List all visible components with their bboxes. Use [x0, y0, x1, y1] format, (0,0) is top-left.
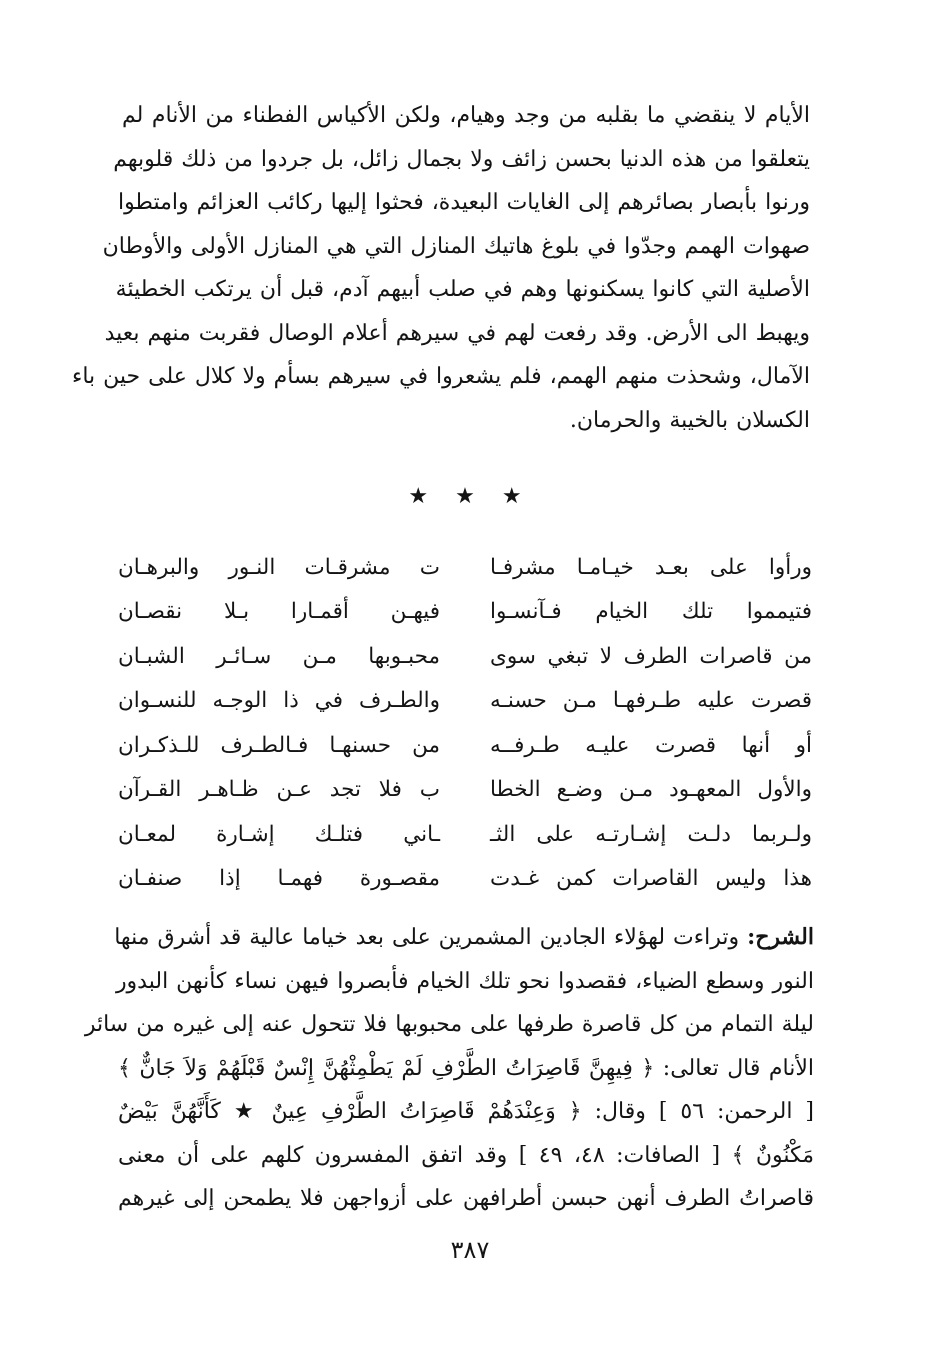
- first-hemistich: قصرت عليه طـرفهـا مـن حسنـه: [490, 688, 812, 714]
- verse-row: [118, 679, 812, 724]
- paragraph-line: الأصلية التي كانوا يسكنونها وهم في صلب أبيهم آدم، قبل أن يرتكب الخطيئة: [115, 277, 810, 302]
- first-hemistich: أو أنها قصرت عليـه طـرفــه: [490, 732, 812, 758]
- verse-row: [118, 723, 812, 768]
- paragraph-line: الكسلان بالخيبة والحرمان.: [569, 407, 810, 433]
- commentary-line: [ الرحمن: ٥٦ ] وقال: ﴿ وَعِنْدَهُمْ قَاصِرَاتُ الطَّرْفِ عِينٌ ★ كَأَنَّهُنَّ بَيْضٌ: [118, 1099, 814, 1124]
- first-hemistich: هذا وليس القاصرات كمن غـدت: [490, 866, 812, 892]
- commentary-text: وتراءت لهؤلاء الجادين المشمرين على بعد خياما عالية قد أشرق منها: [114, 925, 740, 950]
- commentary-paragraph: [84, 916, 814, 1221]
- second-hemistich: مقصـورة فهمـا إذا صنفـان: [118, 866, 440, 892]
- second-hemistich: من حسنهـا فـالطـرف للـذكـران: [118, 732, 440, 758]
- page-number: ٣٨٧: [450, 1236, 490, 1264]
- paragraph-line: يتعلقوا من هذه الدنيا بحسن زائف ولا بجمال زائل، بل جردوا من ذلك قلوبهم: [113, 146, 810, 172]
- first-hemistich: ولـربما دلـت إشـارتـه على الثـ: [490, 821, 812, 847]
- second-hemistich: ت مشرقـات النـور والبرهـان: [118, 554, 440, 580]
- first-hemistich: من قاصرات الطرف لا تبغي سوى: [490, 643, 812, 669]
- commentary-line: قاصراتُ الطرف أنهن حبسن أطرافهن على أزواجهن فلا يطمحن إلى غيرهم: [118, 1186, 814, 1211]
- paragraph-line: الأيام لا ينقضي ما بقلبه من وجد وهيام، ولكن الأكياس الفطناء من الأنام لم: [122, 103, 810, 128]
- verse-row: [118, 590, 812, 635]
- second-hemistich: ب فلا تجد عـن ظـاهـر القـرآن: [118, 777, 440, 803]
- commentary-line: ليلة التمام من كل قاصرة طرفها على محبوبها فلا تتحول عنه إلى غيره من سائر: [84, 1012, 814, 1037]
- commentary-line: الأنام قال تعالى: ﴿ فِيهِنَّ قَاصِرَاتُ الطَّرْفِ لَمْ يَطْمِثْهُنَّ إِنْسٌ قَبْلَهُمْ وَلاَ جَانٌّ ﴾: [118, 1055, 814, 1081]
- commentary-first-line: [114, 916, 814, 960]
- commentary-line: النور وسطع الضياء، فقصدوا نحو تلك الخيام فأبصروا فيهن نساء كأنهن البدور: [115, 968, 814, 994]
- verse-row: [118, 812, 812, 857]
- paragraph-line: ورنوا بأبصار بصائرهم إلى الغايات البعيدة، فحثوا إليها ركائب العزائم وامتطوا: [117, 190, 810, 215]
- first-hemistich: فتيمموا تلك الخيام فـآنسـوا: [490, 599, 812, 625]
- paragraph-line: ويهبط الى الأرض. وقد رفعت لهم في سيرهم أعلام الوصال فقربت منهم بعيد: [104, 320, 810, 346]
- second-hemistich: والطـرف في ذا الوجـه للنسـوان: [118, 688, 440, 714]
- second-hemistich: ـاني فتلـك إشـارة لمعـان: [118, 821, 440, 847]
- section-separator-stars: ★ ★ ★: [408, 484, 532, 509]
- poem-verses: [118, 545, 812, 901]
- paragraph-line: الآمال، وشحذت منهم الهمم، فلم يشعروا في سيرهم بسأم ولا كلال على حين باء: [71, 364, 810, 389]
- second-hemistich: فيهـن أقمـارا بـلا نقصـان: [118, 599, 440, 625]
- verse-row: [118, 768, 812, 813]
- verse-row: [118, 857, 812, 902]
- verse-row: [118, 634, 812, 679]
- commentary-label: الشرح:: [747, 924, 814, 950]
- commentary-line: مَكْنُونٌ ﴾ [ الصافات: ٤٨، ٤٩ ] وقد اتفق المفسرون كلهم على أن معنى: [118, 1142, 814, 1168]
- verse-row: [118, 545, 812, 590]
- paragraph-line: صهوات الهمم وجدّوا في بلوغ هاتيك المنازل التي هي المنازل الأولى والأوطان: [102, 233, 810, 259]
- first-hemistich: ورأوا على بعـد خيـامـا مشرفـا: [490, 554, 812, 580]
- second-hemistich: محبـوبها مـن سـائـر الشبـان: [118, 643, 440, 669]
- opening-paragraph: [71, 94, 810, 442]
- first-hemistich: والأول المعهـود مـن وضـع الخطا: [490, 777, 812, 803]
